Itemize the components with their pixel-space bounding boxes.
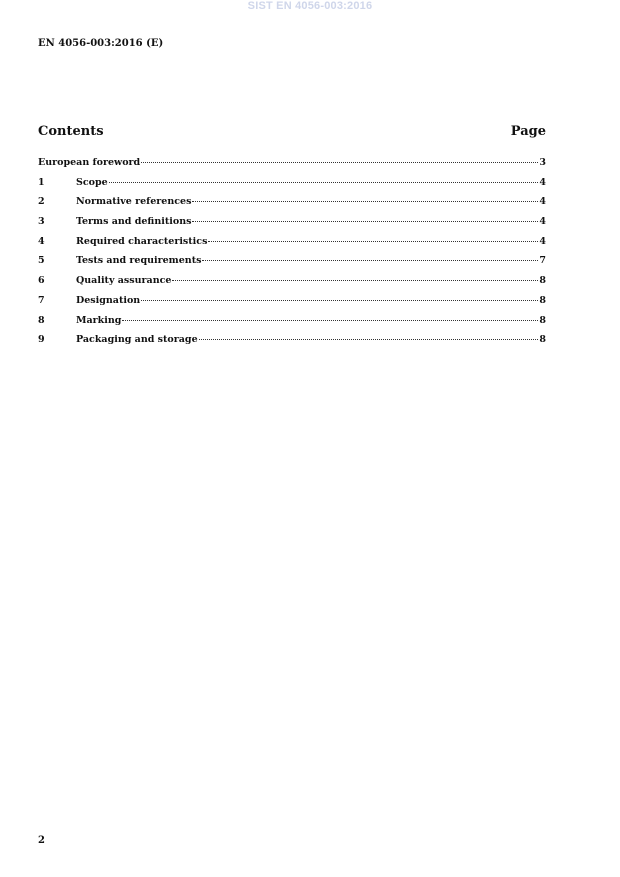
toc-entry-number: 5: [38, 255, 45, 267]
table-of-contents: [38, 157, 546, 354]
toc-leader-dots: [202, 260, 538, 261]
toc-entry-title: European foreword: [38, 157, 141, 168]
toc-entry-number: 6: [38, 275, 45, 287]
toc-entry-page: 4: [539, 176, 546, 188]
toc-entry-title: Terms and definitions: [76, 216, 192, 228]
toc-entry[interactable]: [38, 315, 546, 335]
toc-entry-title: Normative references: [76, 196, 192, 208]
toc-entry-page: 8: [539, 334, 546, 346]
page-column-label: Page: [510, 124, 546, 139]
toc-leader-dots: [199, 339, 539, 340]
page-number: 2: [38, 835, 45, 846]
contents-title: Contents: [38, 124, 104, 139]
toc-leader-dots: [141, 300, 538, 301]
toc-entry-number: 3: [38, 216, 45, 228]
toc-entry[interactable]: [38, 196, 546, 216]
toc-leader-dots: [192, 201, 538, 202]
document-reference: EN 4056-003:2016 (E): [38, 38, 164, 49]
toc-entry[interactable]: [38, 236, 546, 256]
toc-entry-title: Scope: [76, 176, 108, 188]
toc-entry[interactable]: [38, 295, 546, 315]
toc-entry-title: Packaging and storage: [76, 334, 198, 346]
toc-entry[interactable]: [38, 275, 546, 295]
toc-entry[interactable]: [38, 334, 546, 354]
toc-entry[interactable]: [38, 255, 546, 275]
toc-entry-page: 8: [539, 275, 546, 287]
toc-entry-number: 7: [38, 294, 45, 306]
toc-entry-page: 8: [539, 314, 546, 326]
toc-entry-page: 8: [539, 294, 546, 306]
toc-entry-number: 9: [38, 334, 45, 346]
toc-leader-dots: [192, 221, 538, 222]
toc-leader-dots: [208, 241, 538, 242]
toc-leader-dots: [109, 182, 539, 183]
toc-entry[interactable]: [38, 157, 546, 177]
contents-header: [38, 124, 546, 139]
toc-entry-title: Quality assurance: [76, 275, 172, 287]
toc-entry-number: 2: [38, 196, 45, 208]
toc-entry-title: Required characteristics: [76, 235, 208, 247]
toc-entry-title: Tests and requirements: [76, 255, 202, 267]
toc-entry-page: 4: [539, 235, 546, 247]
toc-entry-title: Marking: [76, 314, 122, 326]
toc-leader-dots: [172, 280, 538, 281]
toc-entry[interactable]: [38, 216, 546, 236]
toc-entry-number: 8: [38, 314, 45, 326]
watermark: SIST EN 4056-003:2016: [247, 0, 373, 12]
toc-entry-number: 4: [38, 235, 45, 247]
toc-entry-title: Designation: [76, 294, 141, 306]
toc-entry-page: 3: [539, 157, 546, 168]
toc-leader-dots: [141, 162, 538, 163]
toc-entry-page: 4: [539, 216, 546, 228]
toc-entry-page: 7: [539, 255, 546, 267]
toc-entry[interactable]: [38, 177, 546, 197]
toc-entry-number: 1: [38, 176, 45, 188]
toc-entry-page: 4: [539, 196, 546, 208]
toc-leader-dots: [122, 320, 538, 321]
